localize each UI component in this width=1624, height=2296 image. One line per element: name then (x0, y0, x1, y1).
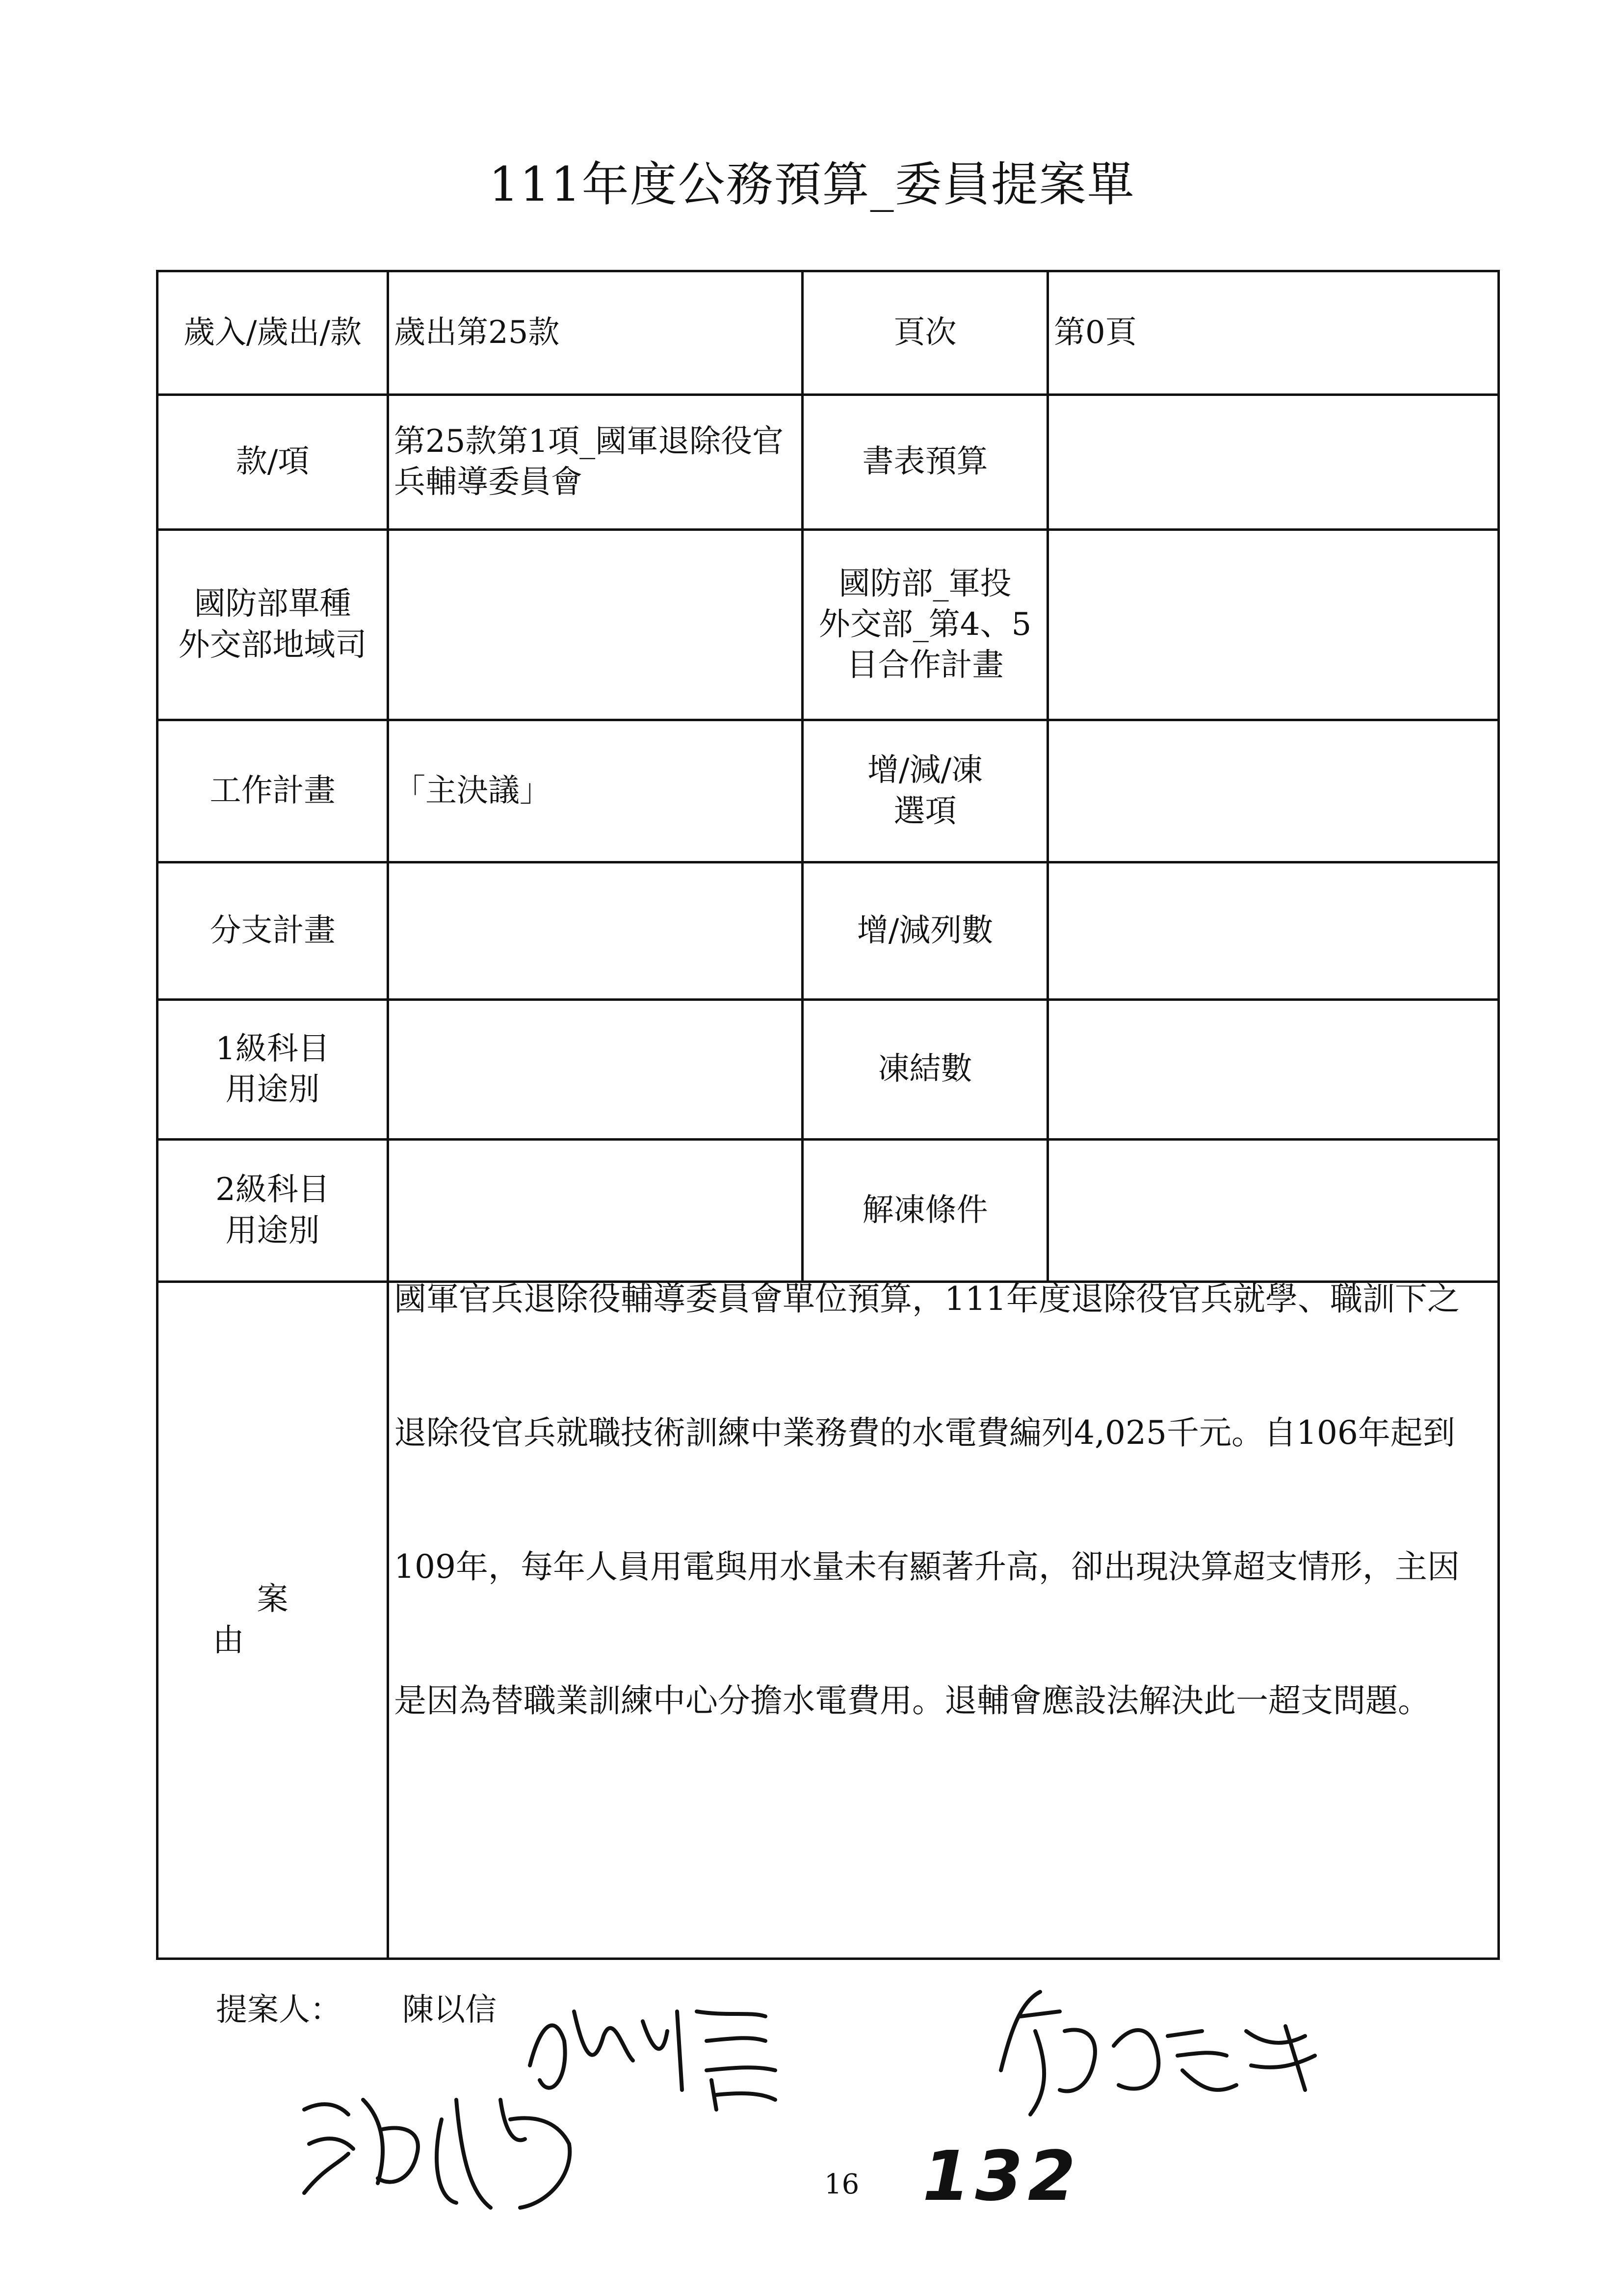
field-value (1048, 1000, 1499, 1140)
table-row (157, 720, 1499, 862)
signature-2 (294, 2070, 599, 2227)
reason-content-cell (388, 1282, 1499, 1959)
page-number-handwritten: 132 (922, 2137, 1081, 2217)
field-value (1048, 395, 1499, 530)
field-label: 解凍條件 (803, 1140, 1048, 1282)
table-row (157, 395, 1499, 530)
page-number-small: 16 (824, 2168, 860, 2200)
table-row (157, 1000, 1499, 1140)
proposer-name: 陳以信 (402, 1992, 497, 2028)
field-value (388, 1000, 803, 1140)
field-label: 增/減/凍 選項 (803, 720, 1048, 862)
reason-label: 案由 (212, 1581, 377, 1659)
field-value (1048, 1140, 1499, 1282)
proposer-label: 提案人： (216, 1992, 341, 2028)
field-value (1048, 862, 1499, 1000)
field-label: 2級科目 用途別 (157, 1140, 388, 1282)
field-label: 款/項 (157, 395, 388, 530)
reason-label-cell (157, 1282, 388, 1959)
field-label: 工作計畫 (157, 720, 388, 862)
field-value: 第25款第1項_國軍退除役官兵輔導委員會 (388, 395, 803, 530)
reason-line: 是因為替職業訓練中心分擔水電費用。退輔會應設法解決此一超支問題。 (394, 1682, 1430, 1720)
field-label: 凍結數 (803, 1000, 1048, 1140)
field-label: 分支計畫 (157, 862, 388, 1000)
table-row (157, 1140, 1499, 1282)
field-label: 頁次 (803, 271, 1048, 395)
reason-line: 退除役官兵就職技術訓練中業務費的水電費編列4,025千元。自106年起到 (394, 1414, 1455, 1452)
field-label: 1級科目 用途別 (157, 1000, 388, 1140)
reason-row (157, 1282, 1499, 1959)
field-value: 「主決議」 (388, 720, 803, 862)
field-value: 第0頁 (1048, 271, 1499, 395)
page-title: 111年度公務預算_委員提案單 (489, 157, 1135, 212)
field-label: 增/減列數 (803, 862, 1048, 1000)
reason-line: 109年，每年人員用電與用水量未有顯著升高，卻出現決算超支情形，主因 (394, 1548, 1460, 1586)
field-label: 國防部_軍投 外交部_第4、5 目合作計畫 (803, 530, 1048, 720)
signature-3 (991, 1972, 1364, 2129)
reason-text (389, 1280, 1497, 1835)
field-value (388, 1140, 803, 1282)
field-value (1048, 720, 1499, 862)
proposal-form-table (156, 270, 1500, 1960)
table-row (157, 271, 1499, 395)
reason-line: 國軍官兵退除役輔導委員會單位預算，111年度退除役官兵就學、職訓下之 (394, 1280, 1460, 1318)
field-value: 歲出第25款 (388, 271, 803, 395)
field-value (1048, 530, 1499, 720)
field-label: 國防部單種 外交部地域司 (157, 530, 388, 720)
table-row (157, 862, 1499, 1000)
field-label: 歲入/歲出/款 (157, 271, 388, 395)
field-value (388, 530, 803, 720)
field-label: 書表預算 (803, 395, 1048, 530)
table-row (157, 530, 1499, 720)
field-value (388, 862, 803, 1000)
